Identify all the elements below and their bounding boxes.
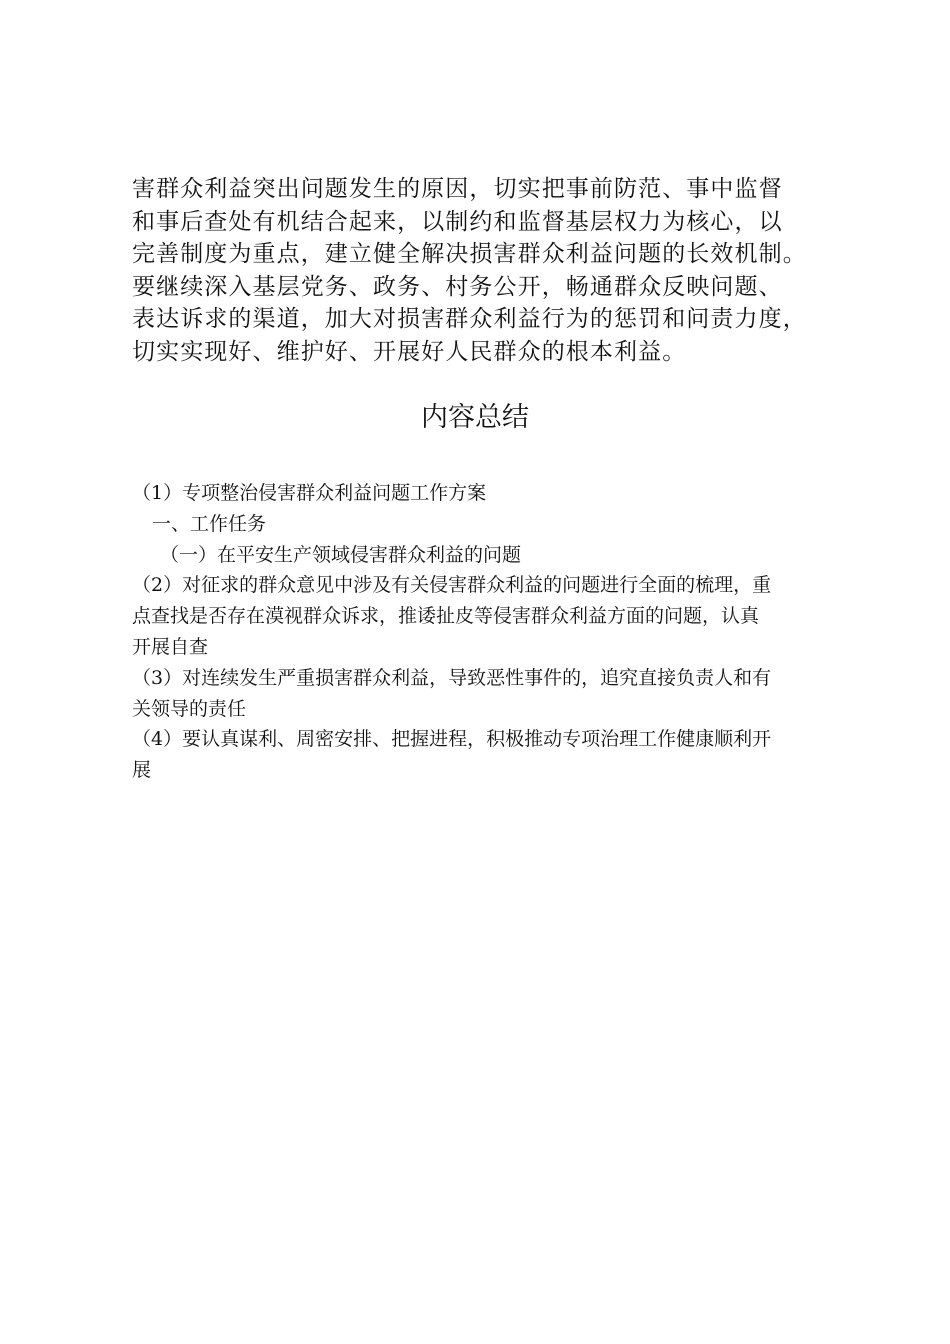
paragraph-line: 和事后查处有机结合起来，以制约和监督基层权力为核心，以 <box>132 208 783 235</box>
paragraph-line: 要继续深入基层党务、政务、村务公开，畅通群众反映问题、 <box>132 273 783 300</box>
paragraph-line: 害群众利益突出问题发生的原因，切实把事前防范、事中监督 <box>132 176 783 202</box>
body-paragraph <box>132 173 842 368</box>
summary-item: （1）专项整治侵害群众利益问题工作方案 <box>132 482 487 504</box>
summary-item: 一、工作任务 <box>152 512 267 535</box>
summary-item: （4）要认真谋利、周密安排、把握进程，积极推动专项治理工作健康顺利开 <box>132 728 772 751</box>
summary-item: 关领导的责任 <box>132 697 247 720</box>
summary-item: 展 <box>132 759 152 782</box>
paragraph-line: 完善制度为重点，建立健全解决损害群众利益问题的长效机制。 <box>132 241 807 267</box>
summary-item: 开展自查 <box>132 635 209 658</box>
paragraph-line: 表达诉求的渠道，加大对损害群众利益行为的惩罚和问责力度， <box>132 306 807 332</box>
section-title: 内容总结 <box>421 402 529 433</box>
summary-item: 点查找是否存在漠视群众诉求，推诿扯皮等侵害群众利益方面的问题，认真 <box>132 605 760 628</box>
summary-item: （一）在平安生产领域侵害群众利益的问题 <box>160 543 522 566</box>
summary-item: （3）对连续发生严重损害群众利益，导致恶性事件的，追究直接负责人和有 <box>132 666 772 689</box>
summary-list <box>132 478 832 786</box>
summary-item: （2）对征求的群众意见中涉及有关侵害群众利益的问题进行全面的梳理，重 <box>132 574 772 597</box>
paragraph-line: 切实实现好、维护好、开展好人民群众的根本利益。 <box>132 338 687 365</box>
